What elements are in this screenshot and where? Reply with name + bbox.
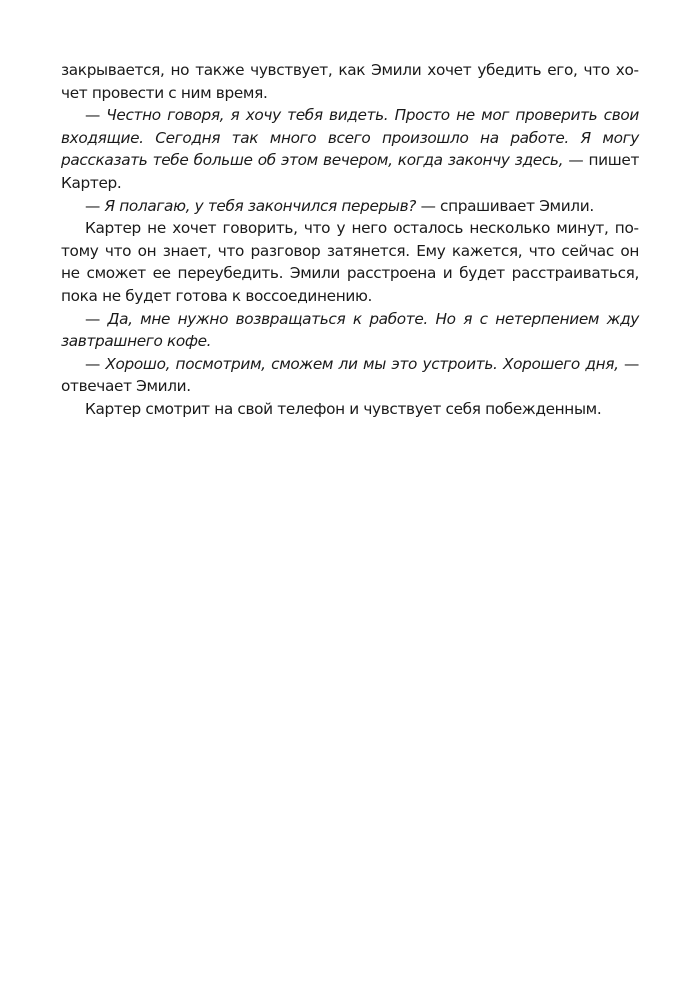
dialogue-text: Честно говоря, я хочу тебя видеть. Просто не мог проверить свои входящие. Сегодня так много всего произошло на работе. Я могу рассказать тебе больше об этом вечером, когда закончу здесь, [61,106,639,170]
paragraph [61,308,639,353]
narration-text: закрывается, но также чувствует, как Эмили хочет убедить его, что хочет провести с ним время. [61,61,639,102]
narration-text: — [85,354,106,373]
page-text [61,59,639,421]
narration-text: — [85,106,107,125]
narration-text: — спрашивает Эмили. [416,196,594,215]
narration-text: Картер не хочет говорить, что у него осталось несколько минут, потому что он знает, что разговор затянется. Ему кажется, что сейчас он не сможет ее переубедить. Эмили расстроена и будет расстраиваться, пока не будет готова к воссоединению. [61,219,639,305]
paragraph [61,353,639,398]
narration-text: — [85,309,108,328]
narration-text: Картер смотрит на свой телефон и чувствует себя побежденным. [85,399,602,418]
narration-text: — пишет Картер. [61,151,639,192]
paragraph [61,195,639,218]
dialogue-text: Хорошо, посмотрим, сможем ли мы это устроить. Хорошего дня, [105,354,619,373]
paragraph [61,217,639,307]
paragraph [61,59,639,104]
narration-text: — [85,196,105,215]
dialogue-text: Да, мне нужно возвращаться к работе. Но я с нетерпением жду завтрашнего кофе. [61,309,639,351]
paragraph [61,398,639,421]
narration-text: — отвечает Эмили. [61,354,640,396]
dialogue-text: Я полагаю, у тебя закончился перерыв? [104,196,417,215]
paragraph [61,104,639,194]
